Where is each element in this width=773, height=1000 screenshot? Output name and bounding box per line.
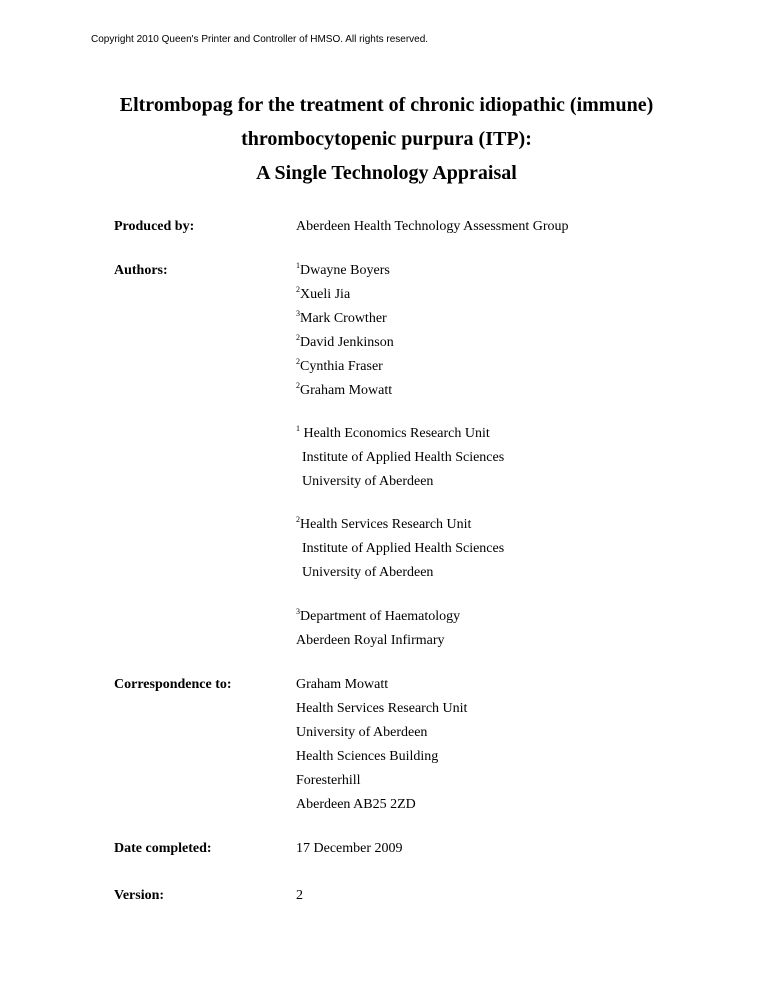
authors-label: Authors:: [114, 263, 168, 278]
author-item: $^2$Graham Mowatt: [296, 381, 393, 398]
produced-by-label: Produced by:: [114, 219, 195, 234]
affiliation-2-line: University of Aberdeen: [302, 565, 434, 580]
title-line-3: A Single Technology Appraisal: [256, 162, 517, 184]
correspondence-line: Health Sciences Building: [296, 749, 439, 764]
correspondence-line: Aberdeen AB25 2ZD: [296, 797, 416, 812]
affiliation-3-line: Aberdeen Royal Infirmary: [296, 633, 445, 648]
date-completed-label: Date completed:: [114, 841, 212, 856]
date-completed-value: 17 December 2009: [296, 841, 403, 856]
version-label: Version:: [114, 888, 165, 903]
correspondence-line: Foresterhill: [296, 773, 361, 788]
affiliation-2-line: $^2$Health Services Research Unit: [296, 515, 472, 532]
produced-by-value: Aberdeen Health Technology Assessment Group: [296, 219, 569, 234]
affiliation-1-line: Institute of Applied Health Sciences: [302, 450, 505, 465]
affiliation-1-line: University of Aberdeen: [302, 474, 434, 489]
copyright-notice: Copyright 2010 Queen's Printer and Controller of HMSO. All rights reserved.: [91, 34, 429, 45]
affiliation-1-line: $^1$ Health Economics Research Unit: [296, 424, 490, 441]
author-item: $^2$David Jenkinson: [296, 333, 394, 350]
correspondence-line: University of Aberdeen: [296, 725, 428, 740]
author-item: $^3$Mark Crowther: [296, 309, 387, 326]
author-item: $^2$Cynthia Fraser: [296, 357, 383, 374]
correspondence-line: Health Services Research Unit: [296, 701, 468, 716]
title-line-2: thrombocytopenic purpura (ITP):: [241, 128, 532, 150]
author-item: $^1$Dwayne Boyers: [296, 261, 390, 278]
correspondence-label: Correspondence to:: [114, 677, 232, 692]
author-item: $^2$Xueli Jia: [296, 285, 351, 302]
title-line-1: Eltrombopag for the treatment of chronic idiopathic (immune): [119, 94, 654, 116]
affiliation-2-line: Institute of Applied Health Sciences: [302, 541, 505, 556]
affiliation-3-line: $^3$Department of Haematology: [296, 607, 461, 624]
correspondence-line: Graham Mowatt: [296, 677, 389, 692]
version-value: 2: [296, 888, 303, 903]
